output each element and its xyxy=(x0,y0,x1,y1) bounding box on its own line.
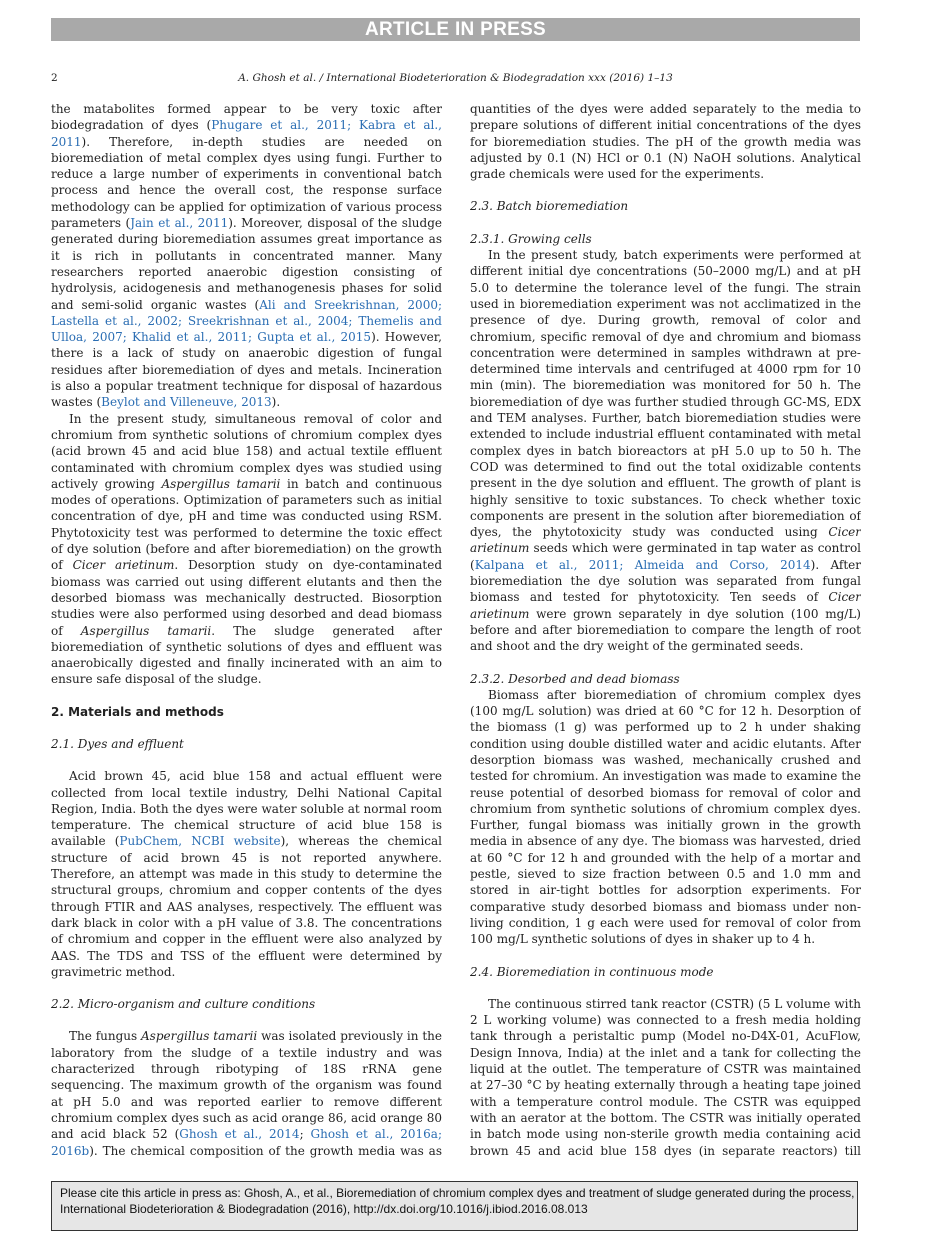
paragraph: In the present study, simultaneous removal of color and chromium from synthetic solutions of chromium complex dyes (acid brown 45 and acid blue 158) and actual textile effluent contaminated with chromium complex dyes was studied using actively growing Aspergillus tamarii in batch and continuous modes of operations. Optimization of parameters such as initial concentration of dye, pH and time was conducted using RSM. Phytotoxicity test was performed to determine the toxic effect of dye solution (before and after bioremediation) on the growth of Cicer arietinum. Desorption study on dye-contaminated biomass was carried out using different elutants and then the desorbed biomass was mechanically destructed. Biosorption studies were also performed using desorbed and dead biomass of Aspergillus tamarii. The sludge generated after bioremediation of synthetic solutions of dyes and effluent was anaerobically digested and finally incinerated with an aim to ensure safe disposal of the sludge. xyxy=(51,411,442,687)
reference-link[interactable]: Ali and Sreekrishnan, 2000; Lastella et al., 2002; Sreekrishnan et al., 2004; Themelis and Ulloa, 2007; Khalid et al., 2011; Gupta et al., 2015 xyxy=(51,297,442,345)
citation-box: Please cite this article in press as: Ghosh, A., et al., Bioremediation of chromium complex dyes and treatment of sludge generated during the process, International Biodeterioration & Biodegradation (2016), http://dx.doi.org/10.1016/j.ibiod.2016.08.013 xyxy=(51,1181,858,1231)
paragraph: quantities of the dyes were added separately to the media to prepare solutions of different initial concentrations of the dyes for bioremediation studies. The pH of the growth media was adjusted by 0.1 (N) HCl or 0.1 (N) NaOH solutions. Analytical grade chemicals were used for the experiments. xyxy=(470,102,861,182)
subsubsection-heading: 2.3.1. Growing cells xyxy=(470,231,592,246)
section-heading: 2. Materials and methods xyxy=(51,704,224,719)
subsection-heading: 2.4. Bioremediation in continuous mode xyxy=(470,964,714,979)
reference-link[interactable]: Ghosh et al., 2016a; 2016b xyxy=(51,1127,442,1158)
subsection-heading: 2.2. Micro-organism and culture conditions xyxy=(51,997,316,1012)
left-column xyxy=(51,101,442,1161)
article-in-press-banner: ARTICLE IN PRESS xyxy=(51,18,860,41)
reference-link[interactable]: PubChem, NCBI website xyxy=(119,834,281,849)
paragraph: The continuous stirred tank reactor (CSTR) (5 L volume with 2 L working volume) was connected to a fresh media holding tank through a peristaltic pump (Model no-D4X-01, AcuFlow, Design Innova, India) at the inlet and a tank for collecting the liquid at the outlet. The temperature of CSTR was maintained at 27–30 °C by heating externally through a heating tape joined with a temperature control module. The CSTR was equipped with an aerator at the bottom. The CSTR was initially operated in batch mode using non-sterile growth media containing acid brown 45 and acid blue 158 dyes (in separate reactors) till xyxy=(470,996,861,1158)
right-column xyxy=(470,101,861,1161)
reference-link[interactable]: Ghosh et al., 2014 xyxy=(179,1127,300,1142)
paragraph: In the present study, batch experiments were performed at different initial dye concentrations (50–2000 mg/L) and at pH 5.0 to determine the tolerance level of the fungi. The strain used in bioremediation experiment was not acclimatized in the presence of dye. During growth, removal of color and chromium, specific removal of dye and chromium and biomass concentration were determined in samples withdrawn at pre-determined time intervals and centrifuged at 4000 rpm for 10 min (min). The bioremediation was monitored for 50 h. The bioremediation of dye was further studied through GC-MS, EDX and TEM analyses. Further, batch bioremediation studies were extended to include industrial effluent contaminated with metal complex dyes in batch bioreactors at pH 5.0 up to 50 h. The COD was determined to find out the total oxidizable contents present in the dye solution and effluent. The growth of plant is highly sensitive to toxic substances. To check whether toxic components are present in the solution after bioremediation of dyes, the phytotoxicity study was conducted using Cicer arietinum seeds which were germinated in tap water as control (Kalpana et al., 2011; Almeida and Corso, 2014). After bioremediation the dye solution was separated from fungal biomass and tested for phytotoxicity. Ten seeds of Cicer arietinum were grown separately in dye solution (100 mg/L) before and after bioremediation to compare the length of root and shoot and the dry weight of the germinated seeds. xyxy=(470,248,861,654)
paragraph: Acid brown 45, acid blue 158 and actual effluent were collected from local textile industry, Delhi National Capital Region, India. Both the dyes were water soluble at normal room temperature. The chemical structure of acid blue 158 is available (PubChem, NCBI website), whereas the chemical structure of acid brown 45 is not reported anywhere. Therefore, an attempt was made in this study to determine the structural groups, chromium and copper contents of the dyes through FTIR and AAS analyses, respectively. The effluent was dark black in color with a pH value of 3.8. The concentrations of chromium and copper in the effluent were also analyzed by AAS. The TDS and TSS of the effluent were determined by gravimetric method. xyxy=(51,769,442,979)
subsection-heading: 2.3. Batch bioremediation xyxy=(470,199,629,214)
page-number: 2 xyxy=(51,72,58,84)
reference-link[interactable]: Phugare et al., 2011; Kabra et al., 2011 xyxy=(51,118,442,149)
paragraph: Biomass after bioremediation of chromium complex dyes (100 mg/L solution) was dried at 60 °C for 12 h. Desorption of the biomass (1 g) was performed up to 2 h under shaking condition using double distilled water and acidic elutants. After desorption biomass was washed, mechanically crushed and tested for chromium. An investigation was made to examine the reuse potential of desorbed biomass for removal of color and chromium from synthetic solutions of chromium complex dyes. Further, fungal biomass was initially grown in the growth media in absence of any dye. The biomass was harvested, dried at 60 °C for 12 h and grounded with the help of a mortar and pestle, sieved to size fraction between 0.5 and 1.0 mm and stored in air-tight bottles for adsorption experiments. For comparative study desorbed biomass and biomass under non-living condition, 1 g each were used for removal of color from 100 mg/L synthetic solutions of dyes in shaker up to 4 h. xyxy=(470,687,861,947)
paragraph: The fungus Aspergillus tamarii was isolated previously in the laboratory from the sludge of a textile industry and was characterized through ribotyping of 18S rRNA gene sequencing. The maximum growth of the organism was found at pH 5.0 and was reported earlier to remove different chromium complex dyes such as acid orange 86, acid orange 80 and acid black 52 (Ghosh et al., 2014; Ghosh et al., 2016a; 2016b). The chemical composition of the growth media was as xyxy=(51,1029,442,1158)
subsection-heading: 2.1. Dyes and effluent xyxy=(51,736,184,751)
reference-link[interactable]: Kalpana et al., 2011; Almeida and Corso, 2014 xyxy=(474,557,811,572)
reference-link[interactable]: Beylot and Villeneuve, 2013 xyxy=(101,395,272,410)
running-citation: A. Ghosh et al. / International Biodeterioration & Biodegradation xxx (2016) 1–13 xyxy=(238,72,673,84)
subsubsection-heading: 2.3.2. Desorbed and dead biomass xyxy=(470,671,680,686)
paragraph: the matabolites formed appear to be very toxic after biodegradation of dyes (Phugare et al., 2011; Kabra et al., 2011). Therefore, in-depth studies are needed on bioremediation of metal complex dyes using fungi. Further to reduce a large number of experiments in conventional batch process and hence the overall cost, the response surface methodology can be applied for optimization of various process parameters (Jain et al., 2011). Moreover, disposal of the sludge generated during bioremediation assumes great importance as it is rich in pollutants in concentrated manner. Many researchers reported anaerobic digestion consisting of hydrolysis, acidogenesis and methanogenesis phases for solid and semi-solid organic wastes (Ali and Sreekrishnan, 2000; Lastella et al., 2002; Sreekrishnan et al., 2004; Themelis and Ulloa, 2007; Khalid et al., 2011; Gupta et al., 2015). However, there is a lack of study on anaerobic digestion of fungal residues after bioremediation of dyes and metals. Incineration is also a popular treatment technique for disposal of hazardous wastes (Beylot and Villeneuve, 2013). xyxy=(51,102,442,410)
reference-link[interactable]: Jain et al., 2011 xyxy=(130,216,229,231)
